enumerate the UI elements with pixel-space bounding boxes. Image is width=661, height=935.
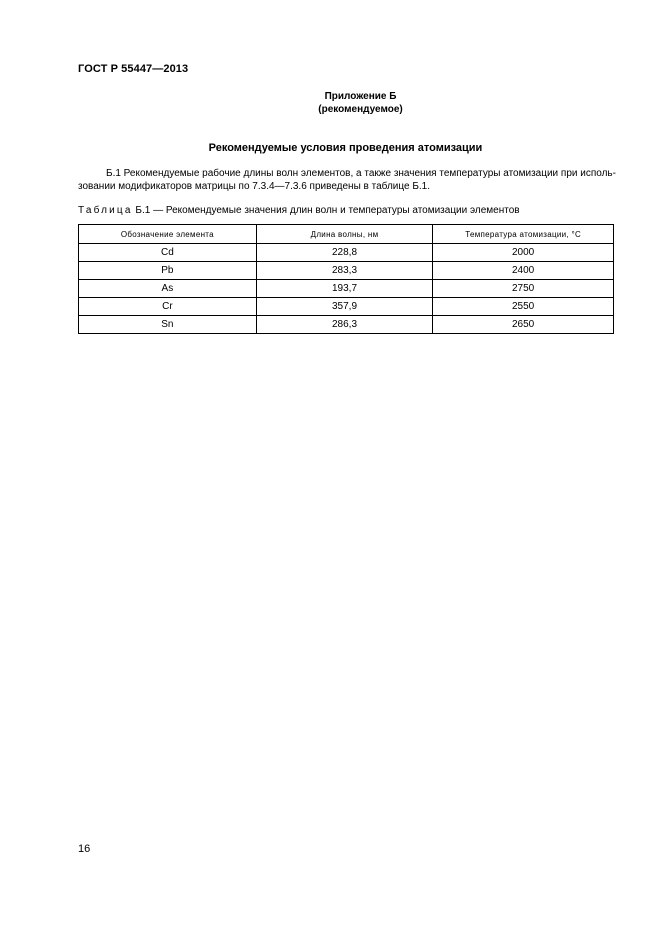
cell-temperature: 2400 xyxy=(433,262,614,280)
paragraph-line-2: зовании модификаторов матрицы по 7.3.4—7.3.6 приведены в таблице Б.1. xyxy=(78,181,430,192)
table-row xyxy=(79,262,614,280)
table-row xyxy=(79,280,614,298)
cell-wavelength: 357,9 xyxy=(256,298,433,316)
cell-element: Cr xyxy=(79,298,257,316)
table-row xyxy=(79,244,614,262)
cell-temperature: 2550 xyxy=(433,298,614,316)
cell-wavelength: 286,3 xyxy=(256,316,433,334)
paragraph-b1 xyxy=(78,167,618,193)
cell-temperature: 2000 xyxy=(433,244,614,262)
appendix-heading xyxy=(0,90,661,116)
table-caption-word: Таблица xyxy=(78,205,133,216)
cell-element: Sn xyxy=(79,316,257,334)
cell-temperature: 2650 xyxy=(433,316,614,334)
table-header-row xyxy=(79,225,614,244)
header-wavelength: Длина волны, нм xyxy=(256,225,433,244)
page-number: 16 xyxy=(78,843,91,855)
cell-wavelength: 228,8 xyxy=(256,244,433,262)
table-caption xyxy=(78,205,520,216)
section-title: Рекомендуемые условия проведения атомизации xyxy=(208,142,483,154)
cell-element: As xyxy=(79,280,257,298)
cell-element: Cd xyxy=(79,244,257,262)
paragraph-line-1: Б.1 Рекомендуемые рабочие длины волн элементов, а также значения температуры атомизации при исполь- xyxy=(106,168,616,179)
standard-code: ГОСТ Р 55447—2013 xyxy=(78,63,189,75)
appendix-subtitle: (рекомендуемое) xyxy=(318,104,403,115)
appendix-title: Приложение Б xyxy=(324,91,397,102)
cell-wavelength: 193,7 xyxy=(256,280,433,298)
cell-temperature: 2750 xyxy=(433,280,614,298)
cell-wavelength: 283,3 xyxy=(256,262,433,280)
table-caption-text: Б.1 — Рекомендуемые значения длин волн и температуры атомизации элементов xyxy=(132,205,520,216)
table-row xyxy=(79,316,614,334)
header-element: Обозначение элемента xyxy=(79,225,257,244)
wavelength-table xyxy=(78,224,614,334)
cell-element: Pb xyxy=(79,262,257,280)
table-row xyxy=(79,298,614,316)
header-temperature: Температура атомизации, °С xyxy=(433,225,614,244)
